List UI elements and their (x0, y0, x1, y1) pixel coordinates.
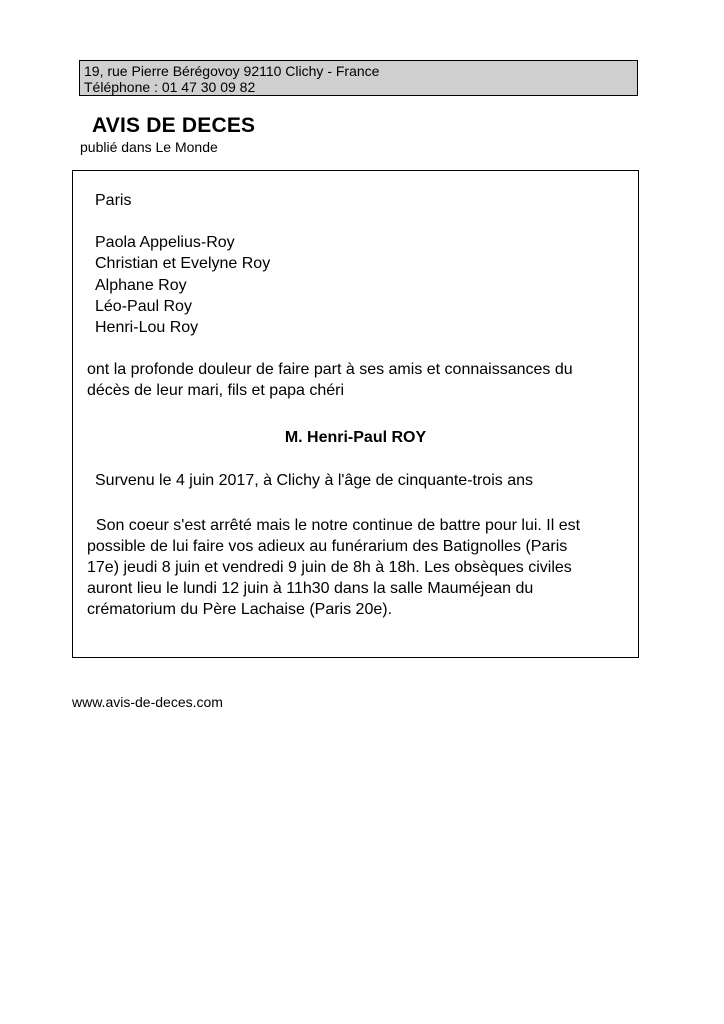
family-member: Léo-Paul Roy (95, 297, 192, 315)
family-member: Paola Appelius-Roy (95, 234, 235, 251)
address-header (79, 60, 638, 96)
phone-text: Téléphone : 01 47 30 09 82 (84, 79, 256, 95)
address-text: 19, rue Pierre Bérégovoy 92110 Clichy - France (84, 63, 380, 79)
announcement-text (87, 359, 573, 401)
deceased-name: M. Henri-Paul ROY (284, 429, 427, 446)
notice-box (72, 170, 639, 658)
details-line: auront lieu le lundi 12 juin à 11h30 dans la salle Mauméjean du (87, 580, 534, 597)
funeral-details (87, 515, 580, 620)
notice-city: Paris (95, 192, 132, 209)
family-member: Christian et Evelyne Roy (95, 255, 271, 273)
details-line: 17e) jeudi 8 juin et vendredi 9 juin de 8h à 18h. Les obsèques civiles (87, 559, 572, 576)
page-title: AVIS DE DECES (92, 114, 256, 137)
death-date-line: Survenu le 4 juin 2017, à Clichy à l'âge de cinquante-trois ans (95, 472, 533, 489)
details-line: crématorium du Père Lachaise (Paris 20e). (87, 601, 393, 618)
family-member: Henri-Lou Roy (95, 319, 199, 337)
family-list (95, 232, 270, 338)
announcement-line: décès de leur mari, fils et papa chéri (87, 382, 345, 399)
details-line: Son coeur s'est arrêté mais le notre continue de battre pour lui. Il est (87, 517, 581, 534)
website-link[interactable]: www.avis-de-deces.com (72, 694, 223, 710)
announcement-line: ont la profonde douleur de faire part à ses amis et connaissances du (87, 361, 573, 378)
page-subtitle: publié dans Le Monde (80, 139, 218, 155)
details-line: possible de lui faire vos adieux au funérarium des Batignolles (Paris (87, 538, 568, 555)
family-member: Alphane Roy (95, 276, 187, 294)
